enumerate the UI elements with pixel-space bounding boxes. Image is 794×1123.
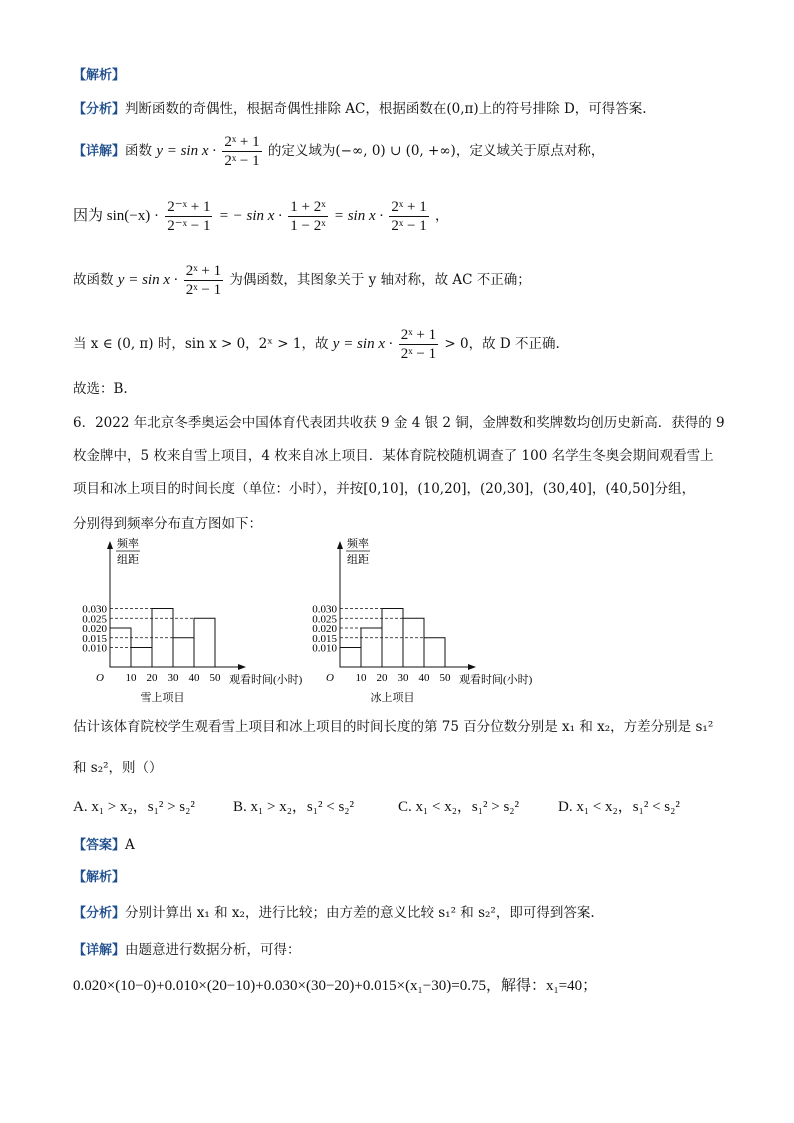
option-d[interactable]: D. x₁ < x₂，s₁² < s₂² [558,799,680,815]
question-6-line-1 [73,412,734,434]
y-axis-label-bottom: 组距 [117,554,139,566]
answer-tag: 【答案】 [73,838,126,853]
histogram-bar [340,648,361,668]
fraction-denominator: 2ˣ − 1 [400,346,437,362]
fraction [389,198,428,235]
line4-post: > 0，故 D 不正确. [444,336,560,352]
histogram-ice-events [300,535,540,710]
x-axis-label: 观看时间(小时) [229,674,303,686]
line2-pre: 因为 sin(−x) · [73,208,159,224]
option-a[interactable]: A. x₁ > x₂，s₁² > s₂² [73,799,195,815]
fraction-numerator: 2ˣ + 1 [185,263,222,279]
y-tick-label: 0.015 [312,632,337,645]
x-tick-label: 10 [125,672,137,684]
y-tick-label: 0.030 [82,603,107,616]
histogram-bar [131,648,152,668]
x-tick-label: 50 [209,672,221,684]
fraction [165,198,212,235]
y-axis-label-top: 频率 [347,538,369,550]
x-tick-label: 30 [397,672,409,684]
fraction [288,198,327,235]
x-tick-label: 20 [376,672,388,684]
question-text: 估计该体育院校学生观看雪上项目和冰上项目的时间长度的第 75 百分位数分别是 x₁ 和 x₂，方差分别是 s₁² [73,719,714,735]
question-6-line-5 [73,716,734,738]
question-text: 分别得到频率分布直方图如下： [73,516,262,532]
histogram-bar [424,638,445,667]
detail-text-post: 的定义域为(−∞, 0) ∪ (0, +∞)，定义域关于原点对称， [267,143,605,159]
histogram-bar [194,618,215,667]
analysis-tag: 【解析】 [73,870,126,885]
detail-paragraph-2 [73,939,734,962]
fraction-denominator: 2ˣ − 1 [391,218,427,234]
fraction-numerator: 1 + 2ˣ [290,199,326,215]
x-axis-arrow [468,664,476,670]
origin-label: O [96,672,104,684]
question-text: 枚金牌中，5 枚来自雪上项目，4 枚来自冰上项目．某体育院校随机调查了 100 名学生冬奥会期间观看雪上 [73,448,714,464]
answer-line [73,834,734,857]
histogram-bar [361,628,382,667]
y-tick-label: 0.025 [82,613,107,626]
fraction [184,262,223,299]
chart-title: 雪上项目 [140,692,185,704]
fenxi-tag: 【分析】 [73,102,126,117]
fenxi-text: 判断函数的奇偶性，根据奇偶性排除 AC，根据函数在(0,π)上的符号排除 D，可得答案. [125,101,647,117]
y-axis-label-top: 频率 [117,538,139,550]
calc-line [73,975,734,997]
fraction-denominator: 2ˣ − 1 [224,153,260,169]
y-tick-label: 0.030 [312,603,337,616]
y-tick-label: 0.020 [312,623,337,635]
option-c[interactable]: C. x₁ < x₂，s₁² > s₂² [398,799,520,815]
y-axis-arrow [107,541,113,549]
line2-post: ， [435,208,449,224]
question-6-line-6 [73,757,734,779]
y-tick-label: 0.020 [82,623,107,635]
fraction-denominator: 2⁻ˣ − 1 [167,218,211,234]
answer-value: A [125,837,135,853]
question-text: 和 s₂²，则（） [73,760,163,776]
chart-title: 冰上项目 [370,692,415,704]
y-axis-arrow [337,541,343,549]
xiangjie-tag: 【详解】 [73,144,126,159]
fraction-numerator: 2⁻ˣ + 1 [167,199,211,215]
line3-pre: 故函数 [73,272,114,288]
detail-line-4 [73,326,734,363]
fenxi-text: 分别计算出 x₁ 和 x₂，进行比较；由方差的意义比较 s₁² 和 s₂²，即可得到答案. [125,905,595,921]
line4-func: y = sin x · [332,336,393,352]
detail-text-pre: 函数 [125,143,153,159]
x-tick-label: 40 [418,672,430,684]
histogram-bar [403,618,424,667]
y-axis-label-bottom: 组距 [347,554,369,566]
fraction-denominator: 1 − 2ˣ [290,218,326,234]
fraction-numerator: 2ˣ + 1 [400,327,437,343]
histogram-snow-events [70,535,303,710]
function-expr: y = sin x · [156,143,217,159]
x-axis-label: 观看时间(小时) [459,674,533,686]
line3-post: 为偶函数，其图象关于 y 轴对称，故 AC 不正确； [229,272,531,288]
x-tick-label: 30 [167,672,179,684]
option-b[interactable]: B. x₁ > x₂，s₁² < s₂² [233,799,355,815]
y-tick-label: 0.015 [82,632,107,645]
fenxi-tag: 【分析】 [73,906,126,921]
question-6-line-3 [73,478,734,500]
line2-mid-1: = − sin x · [218,208,282,224]
x-tick-label: 20 [146,672,158,684]
section-tag-analysis [73,64,734,87]
x-tick-label: 50 [439,672,451,684]
analysis-paragraph-2 [73,902,734,925]
analysis-tag: 【解析】 [73,68,126,83]
histogram-bar [173,638,194,667]
calculation-text: 0.020×(10−0)+0.010×(20−10)+0.030×(30−20)+0.015×(x₁−30)=0.75，解得：x₁=40； [73,978,598,994]
line4-pre: 当 x ∈ (0, π) 时，sin x > 0，2ˣ > 1，故 [73,336,329,352]
detail-line-2 [73,198,734,235]
fraction-denominator: 2ˣ − 1 [185,282,222,298]
fraction-numerator: 2ˣ + 1 [224,134,260,150]
analysis-paragraph-1 [73,98,734,121]
xiangjie-tag: 【详解】 [73,943,126,958]
y-tick-label: 0.025 [312,613,337,626]
x-axis-arrow [238,664,246,670]
conclusion-text: 故选：B. [73,381,128,397]
choice-conclusion-1 [73,378,734,400]
fraction [399,326,438,363]
question-text: 6．2022 年北京冬季奥运会中国体育代表团共收获 9 金 4 银 2 铜，金牌数和奖牌数均创历史新高．获得的 9 [73,415,725,431]
y-tick-label: 0.010 [82,642,107,655]
detail-text: 由题意进行数据分析，可得： [125,942,301,958]
line2-mid-2: = sin x · [333,208,384,224]
fraction [222,133,261,170]
fraction-numerator: 2ˣ + 1 [391,199,427,215]
x-tick-label: 40 [188,672,200,684]
origin-label: O [326,672,334,684]
section-tag-analysis-2 [73,866,734,889]
detail-line-3 [73,262,734,299]
y-tick-label: 0.010 [312,642,337,655]
question-6-line-4 [73,513,734,535]
question-text: 项目和冰上项目的时间长度（单位：小时），并按[0,10]，(10,20]，(20,30]，(30,40]，(40,50]分组， [73,481,696,497]
line3-func: y = sin x · [117,272,178,288]
detail-line-1 [73,133,734,170]
question-6-line-2 [73,445,734,467]
x-tick-label: 10 [355,672,367,684]
